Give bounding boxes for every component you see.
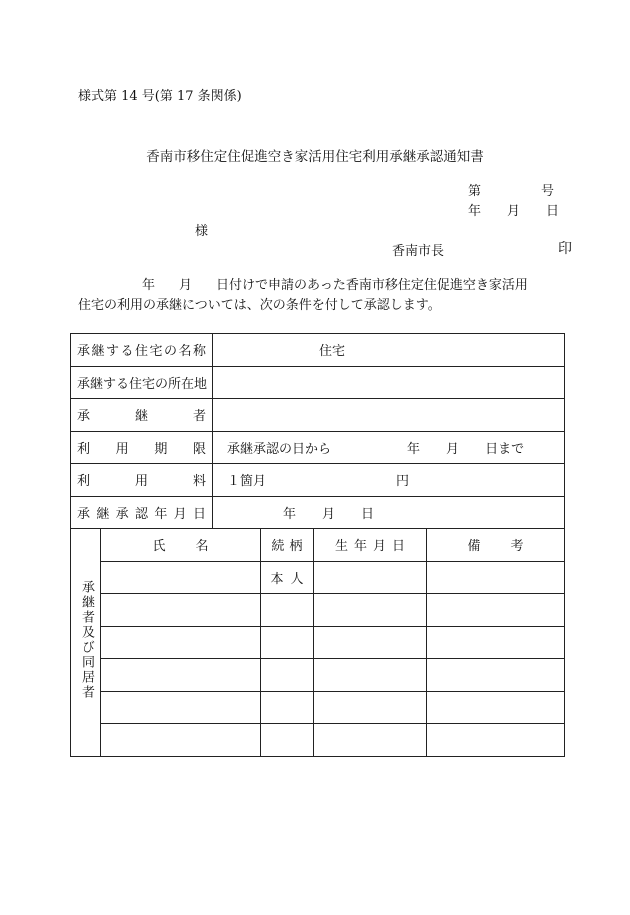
- document-number-line: [468, 180, 554, 199]
- approval-date-value: [213, 496, 565, 529]
- body-text: [78, 276, 528, 316]
- house-name-suffix: 住宅: [319, 344, 346, 360]
- table-row: [71, 464, 565, 497]
- body-line-1: [78, 276, 528, 296]
- date-year: 年: [468, 204, 482, 219]
- successor-value: [213, 399, 565, 432]
- fee-value: [213, 464, 565, 497]
- date-day: 日: [546, 204, 560, 219]
- number-suffix: 号: [541, 184, 555, 199]
- table-row: [71, 594, 565, 627]
- group-label: 承継者及び同居者: [79, 580, 94, 701]
- usage-period-value: [213, 431, 565, 464]
- body-line-2: 住宅の利用の承継については、次の条件を付して承認します。: [78, 298, 441, 313]
- occupant-name-cell: [101, 561, 261, 594]
- table-row: [71, 431, 565, 464]
- document-title: 香南市移住定住促進空き家活用住宅利用承継承認通知書: [146, 149, 484, 165]
- table-row: [71, 626, 565, 659]
- table-row: [71, 496, 565, 529]
- table-row: [71, 724, 565, 757]
- table-row: [71, 366, 565, 399]
- approval-table: [70, 333, 565, 757]
- occupant-birthdate-cell: [314, 561, 427, 594]
- col-header-remarks: 備考: [427, 529, 565, 562]
- fee-prefix: １箇月: [227, 474, 267, 490]
- usage-period-suffix: 日まで: [485, 441, 525, 457]
- fee-unit: 円: [396, 474, 410, 490]
- usage-period-year: 年: [407, 441, 421, 457]
- row-label-house-name: 承継する住宅の名称: [71, 334, 213, 367]
- occupant-relation-cell: 本人: [261, 561, 314, 594]
- body-month: 月: [179, 278, 193, 293]
- document-date-line: [468, 200, 559, 219]
- usage-period-month: 月: [446, 441, 460, 457]
- occupant-remarks-cell: [427, 561, 565, 594]
- row-label-usage-period: 利用期限: [71, 431, 213, 464]
- approval-year: 年: [283, 506, 297, 522]
- form-number: 様式第 14 号(第 17 条関係): [78, 89, 242, 104]
- row-label-house-location: 承継する住宅の所在地: [71, 366, 213, 399]
- house-name-value: [213, 334, 565, 367]
- table-row: [71, 561, 565, 594]
- group-label-cell: [71, 529, 101, 757]
- house-location-value: [213, 366, 565, 399]
- usage-period-prefix: 承継承認の日から: [227, 441, 332, 457]
- approval-month: 月: [322, 506, 336, 522]
- body-year: 年: [142, 278, 156, 293]
- col-header-birthdate: 生年月日: [314, 529, 427, 562]
- table-row: [71, 659, 565, 692]
- issuer-name: 香南市長: [392, 244, 445, 259]
- table-row: [71, 529, 565, 562]
- date-month: 月: [507, 204, 521, 219]
- table-row: [71, 399, 565, 432]
- approval-day: 日: [361, 506, 375, 522]
- addressee: 様: [195, 224, 209, 239]
- seal-mark: 印: [558, 241, 572, 257]
- table-row: [71, 334, 565, 367]
- body-line-1-rest: 日付けで申請のあった香南市移住定住促進空き家活用: [216, 278, 528, 293]
- number-prefix: 第: [468, 184, 482, 199]
- row-label-successor: 承継者: [71, 399, 213, 432]
- col-header-name: 氏名: [101, 529, 261, 562]
- table-row: [71, 691, 565, 724]
- col-header-relation: 続柄: [261, 529, 314, 562]
- row-label-approval-date: 承継承認年月日: [71, 496, 213, 529]
- row-label-fee: 利用料: [71, 464, 213, 497]
